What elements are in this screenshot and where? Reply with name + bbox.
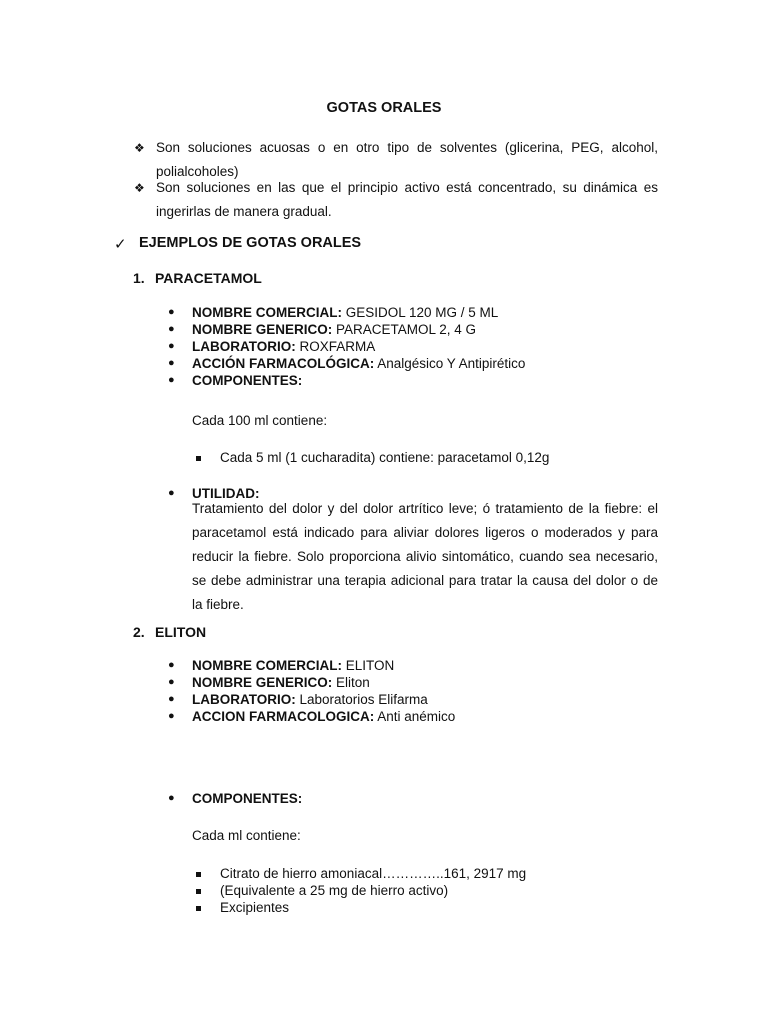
dot-icon: ● — [168, 792, 175, 804]
item-label: COMPONENTES: — [192, 373, 303, 388]
item-value: ROXFARMA — [295, 339, 376, 354]
section-heading: EJEMPLOS DE GOTAS ORALES — [139, 235, 362, 251]
paracetamol-item — [192, 338, 375, 355]
dot-icon: ● — [168, 676, 175, 688]
item-label: NOMBRE GENERICO: — [192, 322, 333, 337]
eliton-name: ELITON — [155, 624, 207, 640]
paracetamol-item — [192, 304, 498, 321]
check-icon: ✓ — [114, 236, 127, 253]
eliton-componentes-label: COMPONENTES: — [192, 791, 303, 806]
paracetamol-item — [192, 372, 302, 389]
paracetamol-number: 1. — [133, 270, 145, 286]
dot-icon: ● — [168, 357, 175, 369]
square-bullet-icon — [196, 872, 201, 877]
dot-icon: ● — [168, 374, 175, 386]
item-value: Analgésico Y Antipirético — [374, 356, 526, 371]
eliton-sub-item: (Equivalente a 25 mg de hierro activo) — [220, 883, 449, 898]
eliton-contains: Cada ml contiene: — [192, 828, 301, 843]
eliton-number: 2. — [133, 624, 145, 640]
intro-item — [134, 176, 658, 224]
dot-icon: ● — [168, 306, 175, 318]
dot-icon: ● — [168, 323, 175, 335]
item-label: LABORATORIO: — [192, 692, 296, 707]
paracetamol-sub-item: Cada 5 ml (1 cucharadita) contiene: paracetamol 0,12g — [220, 450, 550, 465]
item-label: ACCIÓN FARMACOLÓGICA: — [192, 356, 375, 371]
eliton-item — [192, 708, 455, 725]
paracetamol-heading — [133, 270, 262, 286]
dot-icon: ● — [168, 487, 175, 499]
paracetamol-name: PARACETAMOL — [155, 270, 262, 286]
dot-icon: ● — [168, 710, 175, 722]
intro-text: Son soluciones en las que el principio activo está concentrado, su dinámica es ingerirlas de manera gradual. — [156, 180, 658, 219]
document-title: GOTAS ORALES — [326, 100, 442, 116]
item-value: Laboratorios Elifarma — [295, 692, 428, 707]
paracetamol-item — [192, 355, 525, 372]
item-value: ELITON — [342, 658, 395, 673]
item-label: NOMBRE GENERICO: — [192, 675, 333, 690]
item-label: LABORATORIO: — [192, 339, 296, 354]
square-bullet-icon — [196, 906, 201, 911]
utilidad-label: UTILIDAD: — [192, 486, 260, 501]
item-value: Anti anémico — [374, 709, 456, 724]
square-bullet-icon — [196, 889, 201, 894]
utilidad-text: Tratamiento del dolor y del dolor artrítico leve; ó tratamiento de la fiebre: el paracetamol está indicado para aliviar dolores ligeros o moderados y para reducir la fiebre. Solo proporciona alivio sintomático, cuando sea necesario, se debe administrar una terapia adicional para tratar la causa del dolor o de la fiebre. — [192, 501, 658, 612]
item-label: ACCION FARMACOLOGICA: — [192, 709, 375, 724]
eliton-item — [192, 674, 370, 691]
item-label: NOMBRE COMERCIAL: — [192, 305, 342, 320]
intro-text: Son soluciones acuosas o en otro tipo de solventes (glicerina, PEG, alcohol, polialcoholes) — [156, 140, 658, 179]
eliton-item — [192, 691, 428, 708]
item-label: NOMBRE COMERCIAL: — [192, 658, 342, 673]
item-value: PARACETAMOL 2, 4 G — [332, 322, 477, 337]
square-bullet-icon — [196, 456, 201, 461]
paracetamol-item — [192, 321, 476, 338]
paracetamol-contains: Cada 100 ml contiene: — [192, 413, 328, 428]
item-value: GESIDOL 120 MG / 5 ML — [342, 305, 499, 320]
diamond-bullet-icon: ❖ — [134, 181, 145, 195]
dot-icon: ● — [168, 693, 175, 705]
eliton-item — [192, 657, 394, 674]
dot-icon: ● — [168, 340, 175, 352]
eliton-sub-item: Excipientes — [220, 900, 290, 915]
eliton-sub-item: Citrato de hierro amoniacal…………..161, 2917 mg — [220, 866, 527, 881]
item-value: Eliton — [332, 675, 370, 690]
diamond-bullet-icon: ❖ — [134, 141, 145, 155]
eliton-heading — [133, 624, 207, 640]
dot-icon: ● — [168, 659, 175, 671]
